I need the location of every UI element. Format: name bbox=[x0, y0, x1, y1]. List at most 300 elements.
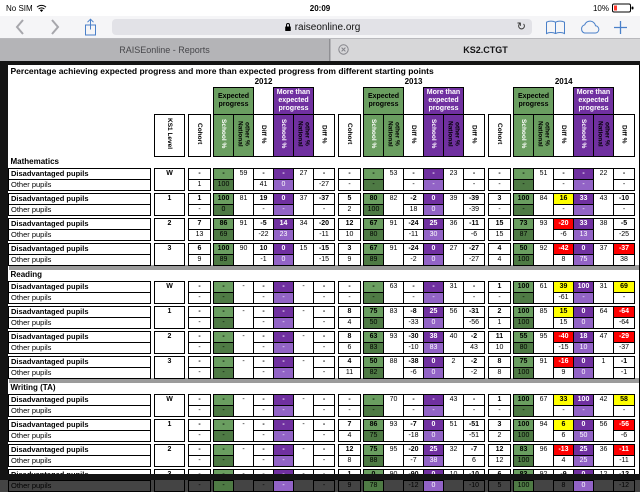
cohort-value: 2 bbox=[489, 306, 511, 317]
diff-pct-value: - bbox=[254, 342, 274, 353]
national-pct-value: 27 bbox=[294, 168, 314, 190]
diff-pct-value: -20 bbox=[404, 444, 424, 455]
school-pct-value: - bbox=[364, 405, 384, 416]
diff-pct-value: - bbox=[254, 419, 274, 430]
diff-pct-value: 6 bbox=[554, 419, 574, 430]
school-pct-value: - bbox=[214, 317, 234, 328]
diff-pct-value: - bbox=[404, 405, 424, 416]
school-pct-value: - bbox=[424, 281, 444, 292]
cohort-value: 15 bbox=[489, 218, 511, 229]
school-pct-value: - bbox=[214, 394, 234, 405]
row-label: Other pupils bbox=[9, 204, 151, 215]
national-pct-value: 91 bbox=[234, 218, 254, 240]
tab-label: KS2.CTGT bbox=[463, 45, 508, 55]
new-tab-button[interactable] bbox=[611, 17, 629, 37]
diff-pct-value: -12 bbox=[614, 480, 635, 491]
school-pct-value: 80 bbox=[364, 229, 384, 240]
row-label: Disadvantaged pupils bbox=[9, 356, 151, 367]
school-pct-value: 63 bbox=[364, 331, 384, 342]
school-pct-value: - bbox=[574, 204, 594, 215]
diff-pct-value: - bbox=[314, 419, 335, 430]
national-pct-value: 93 bbox=[384, 331, 404, 353]
diff-pct-value: - bbox=[254, 356, 274, 367]
page-bottom-border bbox=[0, 474, 640, 480]
ks1-level: 3 bbox=[155, 356, 185, 378]
national-pct-value: 22 bbox=[594, 168, 614, 190]
cohort-value: 8 bbox=[339, 455, 361, 466]
cohort-value: - bbox=[489, 179, 511, 190]
diff-pct-value: -2 bbox=[464, 331, 485, 342]
cohort-value: - bbox=[339, 292, 361, 303]
diff-pct-value: -6 bbox=[404, 367, 424, 378]
cohort-value: 6 bbox=[189, 243, 211, 254]
cohort-value: 1 bbox=[489, 317, 511, 328]
back-button[interactable] bbox=[12, 17, 26, 37]
row-label: Other pupils bbox=[9, 455, 151, 466]
row-label: Other pupils bbox=[9, 317, 151, 328]
school-pct-value: 25 bbox=[424, 218, 444, 229]
school-pct-value: - bbox=[574, 168, 594, 179]
diff-pct-value: -38 bbox=[404, 356, 424, 367]
national-pct-value: - bbox=[234, 419, 254, 441]
school-pct-value: 100 bbox=[514, 281, 534, 292]
school-pct-value: - bbox=[274, 331, 294, 342]
school-pct-header: School % bbox=[574, 115, 594, 157]
cohort-value: 4 bbox=[339, 430, 361, 441]
school-pct-value: 100 bbox=[514, 367, 534, 378]
national-pct-value: - bbox=[234, 331, 254, 353]
national-pct-value: 27 bbox=[444, 243, 464, 265]
school-pct-value: - bbox=[514, 168, 534, 179]
cohort-value: 9 bbox=[189, 254, 211, 265]
school-pct-value: 0 bbox=[574, 317, 594, 328]
ks1-level bbox=[155, 469, 185, 491]
national-pct-value: 61 bbox=[534, 281, 554, 303]
cohort-value: 10 bbox=[339, 229, 361, 240]
cohort-value: 1 bbox=[189, 193, 211, 204]
diff-pct-value: 38 bbox=[614, 254, 635, 265]
carrier-label: No SIM bbox=[6, 3, 33, 13]
school-pct-value: - bbox=[514, 405, 534, 416]
diff-pct-value: -1 bbox=[614, 356, 635, 367]
cohort-value: - bbox=[189, 455, 211, 466]
diff-pct-value: - bbox=[314, 281, 335, 292]
cohort-value: 10 bbox=[489, 342, 511, 353]
diff-pct-value: - bbox=[464, 179, 485, 190]
diff-pct-value: - bbox=[404, 394, 424, 405]
school-pct-value: - bbox=[214, 367, 234, 378]
school-pct-value: 0 bbox=[574, 367, 594, 378]
school-pct-value: 0 bbox=[574, 480, 594, 491]
diff-pct-value: - bbox=[554, 168, 574, 179]
refresh-button[interactable]: ↻ bbox=[516, 20, 526, 33]
diff-pct-value: -33 bbox=[404, 317, 424, 328]
school-pct-header: School % bbox=[274, 115, 294, 157]
school-pct-value: 38 bbox=[424, 331, 444, 342]
school-pct-value: - bbox=[424, 179, 444, 190]
diff-header: Diff % bbox=[404, 115, 424, 157]
cohort-value: - bbox=[339, 168, 361, 179]
diff-pct-value: - bbox=[254, 292, 274, 303]
school-pct-value: - bbox=[514, 179, 534, 190]
cohort-value: - bbox=[489, 292, 511, 303]
school-pct-value: - bbox=[274, 292, 294, 303]
cohort-value: 12 bbox=[489, 455, 511, 466]
national-pct-value: 32 bbox=[444, 444, 464, 466]
school-pct-value: 69 bbox=[214, 229, 234, 240]
diff-pct-value: - bbox=[314, 292, 335, 303]
ks1-level-header: KS1 Level bbox=[155, 115, 185, 157]
report-title: Percentage achieving expected progress and more than expected progress from different starting points bbox=[10, 66, 434, 77]
school-pct-value: - bbox=[514, 292, 534, 303]
school-pct-value: 100 bbox=[214, 179, 234, 190]
national-pct-value bbox=[594, 469, 614, 491]
school-pct-value: 30 bbox=[424, 229, 444, 240]
school-pct-value: - bbox=[214, 356, 234, 367]
national-pct-value: 56 bbox=[444, 306, 464, 328]
cohort-value: - bbox=[189, 356, 211, 367]
battery-icon bbox=[612, 3, 634, 13]
ks1-level: 2 bbox=[155, 218, 185, 240]
diff-pct-value: - bbox=[254, 394, 274, 405]
cohort-value: 8 bbox=[339, 331, 361, 342]
national-pct-value: - bbox=[294, 281, 314, 303]
cohort-value: - bbox=[489, 168, 511, 179]
diff-pct-value: - bbox=[314, 342, 335, 353]
diff-pct-value: -20 bbox=[554, 218, 574, 229]
diff-pct-value: - bbox=[254, 317, 274, 328]
cohort-value: - bbox=[339, 405, 361, 416]
school-pct-value: 100 bbox=[214, 193, 234, 204]
tab-raiseonline-reports[interactable] bbox=[0, 39, 330, 61]
cohort-value: 2 bbox=[489, 430, 511, 441]
national-pct-value: 93 bbox=[534, 218, 554, 240]
school-pct-value: 0 bbox=[574, 419, 594, 430]
cohort-value: 4 bbox=[339, 317, 361, 328]
national-pct-value: 96 bbox=[534, 444, 554, 466]
school-pct-value: - bbox=[274, 306, 294, 317]
diff-pct-value: 8 bbox=[554, 254, 574, 265]
diff-pct-value: - bbox=[314, 168, 335, 179]
diff-pct-value: 18 bbox=[404, 204, 424, 215]
school-pct-value: - bbox=[274, 168, 294, 179]
national-pct-value: 38 bbox=[594, 218, 614, 240]
diff-pct-value: - bbox=[254, 444, 274, 455]
school-pct-value: 100 bbox=[514, 480, 534, 491]
national-other-header: National other % bbox=[294, 115, 314, 157]
diff-pct-value: -20 bbox=[314, 218, 335, 229]
diff-pct-value: -29 bbox=[614, 331, 635, 342]
diff-pct-value: -7 bbox=[464, 444, 485, 455]
diff-pct-value: -12 bbox=[404, 480, 424, 491]
diff-pct-value: - bbox=[254, 281, 274, 292]
cohort-header: Cohort bbox=[489, 115, 511, 157]
school-pct-value: 50 bbox=[574, 430, 594, 441]
school-pct-value: 73 bbox=[514, 218, 534, 229]
national-pct-value: 2 bbox=[444, 356, 464, 378]
cohort-value: 11 bbox=[339, 367, 361, 378]
school-pct-value: 80 bbox=[514, 342, 534, 353]
expected-progress-header: Expected progress bbox=[514, 88, 554, 115]
diff-pct-value: -2 bbox=[464, 356, 485, 367]
row-label: Disadvantaged pupils bbox=[9, 281, 151, 292]
cohort-value: - bbox=[189, 394, 211, 405]
school-pct-value: - bbox=[214, 455, 234, 466]
diff-pct-value: -11 bbox=[614, 444, 635, 455]
cohort-value: 4 bbox=[489, 243, 511, 254]
diff-pct-value: -10 bbox=[464, 480, 485, 491]
ks1-level: W bbox=[155, 281, 185, 303]
diff-header: Diff % bbox=[314, 115, 335, 157]
school-pct-value: 0 bbox=[424, 419, 444, 430]
cohort-value: 12 bbox=[489, 444, 511, 455]
cohort-value: 1 bbox=[489, 394, 511, 405]
cohort-value: 3 bbox=[489, 193, 511, 204]
cohort-value: 13 bbox=[189, 229, 211, 240]
diff-pct-value: -11 bbox=[464, 218, 485, 229]
diff-header: Diff % bbox=[464, 115, 485, 157]
school-pct-value: 67 bbox=[364, 243, 384, 254]
cohort-value: 3 bbox=[489, 419, 511, 430]
forward-button[interactable] bbox=[48, 17, 62, 37]
diff-pct-value: -61 bbox=[554, 292, 574, 303]
clock: 20:09 bbox=[309, 3, 331, 13]
share-button[interactable] bbox=[82, 17, 98, 37]
school-pct-value: 89 bbox=[364, 254, 384, 265]
cloud-button[interactable] bbox=[577, 17, 601, 37]
diff-pct-value: - bbox=[614, 204, 635, 215]
bookmarks-button[interactable] bbox=[544, 17, 566, 37]
row-label: Other pupils bbox=[9, 430, 151, 441]
school-pct-value: 88 bbox=[364, 455, 384, 466]
school-pct-value: - bbox=[214, 444, 234, 455]
national-other-header: National other % bbox=[444, 115, 464, 157]
diff-pct-value: -27 bbox=[464, 243, 485, 254]
tab-label: RAISEonline - Reports bbox=[119, 45, 210, 55]
ks1-level: 1 bbox=[155, 193, 185, 215]
school-pct-value: - bbox=[424, 292, 444, 303]
diff-pct-value: -24 bbox=[404, 218, 424, 229]
national-pct-value: 91 bbox=[534, 356, 554, 378]
cohort-value: - bbox=[189, 168, 211, 179]
cohort-value: - bbox=[189, 444, 211, 455]
row-label: Disadvantaged pupils bbox=[9, 243, 151, 254]
diff-pct-value: -37 bbox=[614, 243, 635, 254]
diff-pct-value: - bbox=[554, 204, 574, 215]
diff-pct-value: - bbox=[404, 168, 424, 179]
diff-pct-value: 4 bbox=[554, 455, 574, 466]
diff-pct-value: - bbox=[314, 430, 335, 441]
national-pct-value: - bbox=[294, 356, 314, 378]
diff-pct-value: - bbox=[254, 331, 274, 342]
school-pct-value: 0 bbox=[274, 179, 294, 190]
school-pct-value: - bbox=[274, 405, 294, 416]
school-pct-value: 80 bbox=[364, 193, 384, 204]
diff-pct-value: -37 bbox=[314, 193, 335, 204]
more-than-expected-header: More than expected progress bbox=[574, 88, 614, 115]
diff-pct-value: -11 bbox=[614, 455, 635, 466]
national-pct-value: 95 bbox=[384, 444, 404, 466]
page-left-border bbox=[0, 61, 8, 480]
diff-pct-value: -56 bbox=[614, 419, 635, 430]
national-pct-value: 93 bbox=[384, 419, 404, 441]
national-pct-value: 67 bbox=[534, 394, 554, 416]
school-pct-header: School % bbox=[214, 115, 234, 157]
diff-pct-value: - bbox=[314, 455, 335, 466]
year-label: 2013 bbox=[404, 77, 423, 87]
tab-ks2-ctgt[interactable] bbox=[331, 39, 640, 61]
diff-pct-value: - bbox=[614, 405, 635, 416]
diff-pct-value: - bbox=[464, 405, 485, 416]
school-pct-value: - bbox=[214, 306, 234, 317]
national-pct-value: 51 bbox=[534, 168, 554, 190]
school-pct-value: 100 bbox=[514, 317, 534, 328]
row-label: Disadvantaged pupils bbox=[9, 419, 151, 430]
row-label: Other pupils bbox=[9, 342, 151, 353]
progress-table bbox=[8, 65, 639, 492]
diff-pct-value: - bbox=[314, 356, 335, 367]
cohort-value: - bbox=[189, 342, 211, 353]
report-page bbox=[8, 65, 640, 490]
diff-pct-value: - bbox=[314, 204, 335, 215]
diff-pct-value: 58 bbox=[614, 394, 635, 405]
diff-pct-value: -27 bbox=[464, 254, 485, 265]
school-pct-value: 100 bbox=[514, 419, 534, 430]
cohort-value: - bbox=[339, 179, 361, 190]
school-pct-value: 13 bbox=[574, 229, 594, 240]
national-pct-value: 1 bbox=[594, 356, 614, 378]
school-pct-value: 100 bbox=[574, 281, 594, 292]
national-pct-value bbox=[444, 469, 464, 491]
school-pct-value: 0 bbox=[214, 204, 234, 215]
diff-pct-value: -5 bbox=[254, 218, 274, 229]
national-pct-value: 83 bbox=[384, 306, 404, 328]
school-pct-value: 0 bbox=[424, 204, 444, 215]
national-pct-value: 37 bbox=[294, 193, 314, 215]
school-pct-value: 25 bbox=[574, 444, 594, 455]
cohort-value: 15 bbox=[489, 229, 511, 240]
diff-pct-value: 6 bbox=[554, 430, 574, 441]
school-pct-value: - bbox=[274, 204, 294, 215]
url-field[interactable] bbox=[112, 19, 532, 35]
section-label: Mathematics bbox=[10, 156, 59, 166]
national-pct-value: - bbox=[234, 394, 254, 416]
diff-pct-value: - bbox=[254, 306, 274, 317]
national-pct-value: 92 bbox=[534, 243, 554, 265]
diff-pct-value: -42 bbox=[554, 243, 574, 254]
cohort-value: 7 bbox=[189, 218, 211, 229]
school-pct-value: 55 bbox=[514, 331, 534, 342]
diff-pct-value: - bbox=[254, 430, 274, 441]
national-pct-value: 81 bbox=[234, 193, 254, 215]
diff-pct-value: -1 bbox=[614, 367, 635, 378]
diff-pct-value: - bbox=[314, 331, 335, 342]
school-pct-value: 0 bbox=[424, 254, 444, 265]
school-pct-value: - bbox=[574, 292, 594, 303]
diff-pct-value: -18 bbox=[404, 430, 424, 441]
diff-pct-value: -25 bbox=[614, 229, 635, 240]
school-pct-value: 100 bbox=[364, 204, 384, 215]
school-pct-value: - bbox=[274, 419, 294, 430]
school-pct-value: - bbox=[274, 430, 294, 441]
diff-pct-value: -10 bbox=[404, 342, 424, 353]
school-pct-value: 0 bbox=[274, 243, 294, 254]
cohort-value: 6 bbox=[339, 342, 361, 353]
diff-pct-value: 6 bbox=[464, 455, 485, 466]
national-pct-value: 90 bbox=[234, 243, 254, 265]
cohort-value: 2 bbox=[339, 204, 361, 215]
school-pct-value: 82 bbox=[364, 367, 384, 378]
diff-pct-value: - bbox=[404, 281, 424, 292]
diff-pct-value: 9 bbox=[554, 367, 574, 378]
cohort-value: - bbox=[189, 367, 211, 378]
school-pct-value: 0 bbox=[574, 306, 594, 317]
diff-pct-value: -7 bbox=[404, 419, 424, 430]
school-pct-value: - bbox=[274, 356, 294, 367]
school-pct-value: 100 bbox=[214, 243, 234, 254]
tab-close-icon[interactable] bbox=[338, 44, 349, 55]
national-other-header: National other % bbox=[594, 115, 614, 157]
diff-pct-value: 41 bbox=[254, 179, 274, 190]
national-pct-value: - bbox=[234, 306, 254, 328]
school-pct-value: 75 bbox=[364, 430, 384, 441]
year-label: 2014 bbox=[554, 77, 573, 87]
cohort-value: 9 bbox=[339, 254, 361, 265]
diff-pct-value: - bbox=[614, 179, 635, 190]
url-text: raiseonline.org bbox=[294, 21, 361, 33]
cohort-header: Cohort bbox=[339, 115, 361, 157]
school-pct-value: 83 bbox=[424, 342, 444, 353]
cohort-value: - bbox=[189, 419, 211, 430]
national-pct-value: - bbox=[294, 444, 314, 466]
school-pct-value: 75 bbox=[514, 356, 534, 367]
national-other-header: National other % bbox=[234, 115, 254, 157]
national-pct-value: - bbox=[294, 419, 314, 441]
national-pct-value: 42 bbox=[594, 394, 614, 416]
row-label: Disadvantaged pupils bbox=[9, 444, 151, 455]
diff-pct-value: -15 bbox=[314, 243, 335, 254]
school-pct-value: - bbox=[214, 331, 234, 342]
cohort-value: - bbox=[189, 306, 211, 317]
school-pct-value: - bbox=[274, 367, 294, 378]
school-pct-header: School % bbox=[424, 115, 444, 157]
cohort-header: Cohort bbox=[189, 115, 211, 157]
diff-pct-value: - bbox=[464, 292, 485, 303]
diff-pct-value: -6 bbox=[464, 229, 485, 240]
national-pct-value: 15 bbox=[294, 243, 314, 265]
national-pct-value: 39 bbox=[444, 193, 464, 215]
school-pct-value: 50 bbox=[364, 317, 384, 328]
diff-pct-value: 15 bbox=[554, 306, 574, 317]
diff-pct-value: - bbox=[314, 306, 335, 317]
row-label: Disadvantaged pupils bbox=[9, 168, 151, 179]
national-pct-value: 91 bbox=[384, 218, 404, 240]
national-pct-value bbox=[384, 469, 404, 491]
school-pct-value: 23 bbox=[274, 229, 294, 240]
diff-pct-value: -39 bbox=[464, 193, 485, 204]
school-pct-value: - bbox=[364, 179, 384, 190]
cohort-value: - bbox=[189, 430, 211, 441]
diff-pct-value: 8 bbox=[554, 480, 574, 491]
national-pct-value: 43 bbox=[444, 394, 464, 416]
diff-pct-value: -15 bbox=[314, 254, 335, 265]
diff-header: Diff % bbox=[614, 115, 635, 157]
expected-progress-header: Expected progress bbox=[214, 88, 254, 115]
row-label: Other pupils bbox=[9, 292, 151, 303]
school-pct-value: 10 bbox=[574, 342, 594, 353]
school-pct-header: School % bbox=[364, 115, 384, 157]
school-pct-value: 100 bbox=[514, 254, 534, 265]
